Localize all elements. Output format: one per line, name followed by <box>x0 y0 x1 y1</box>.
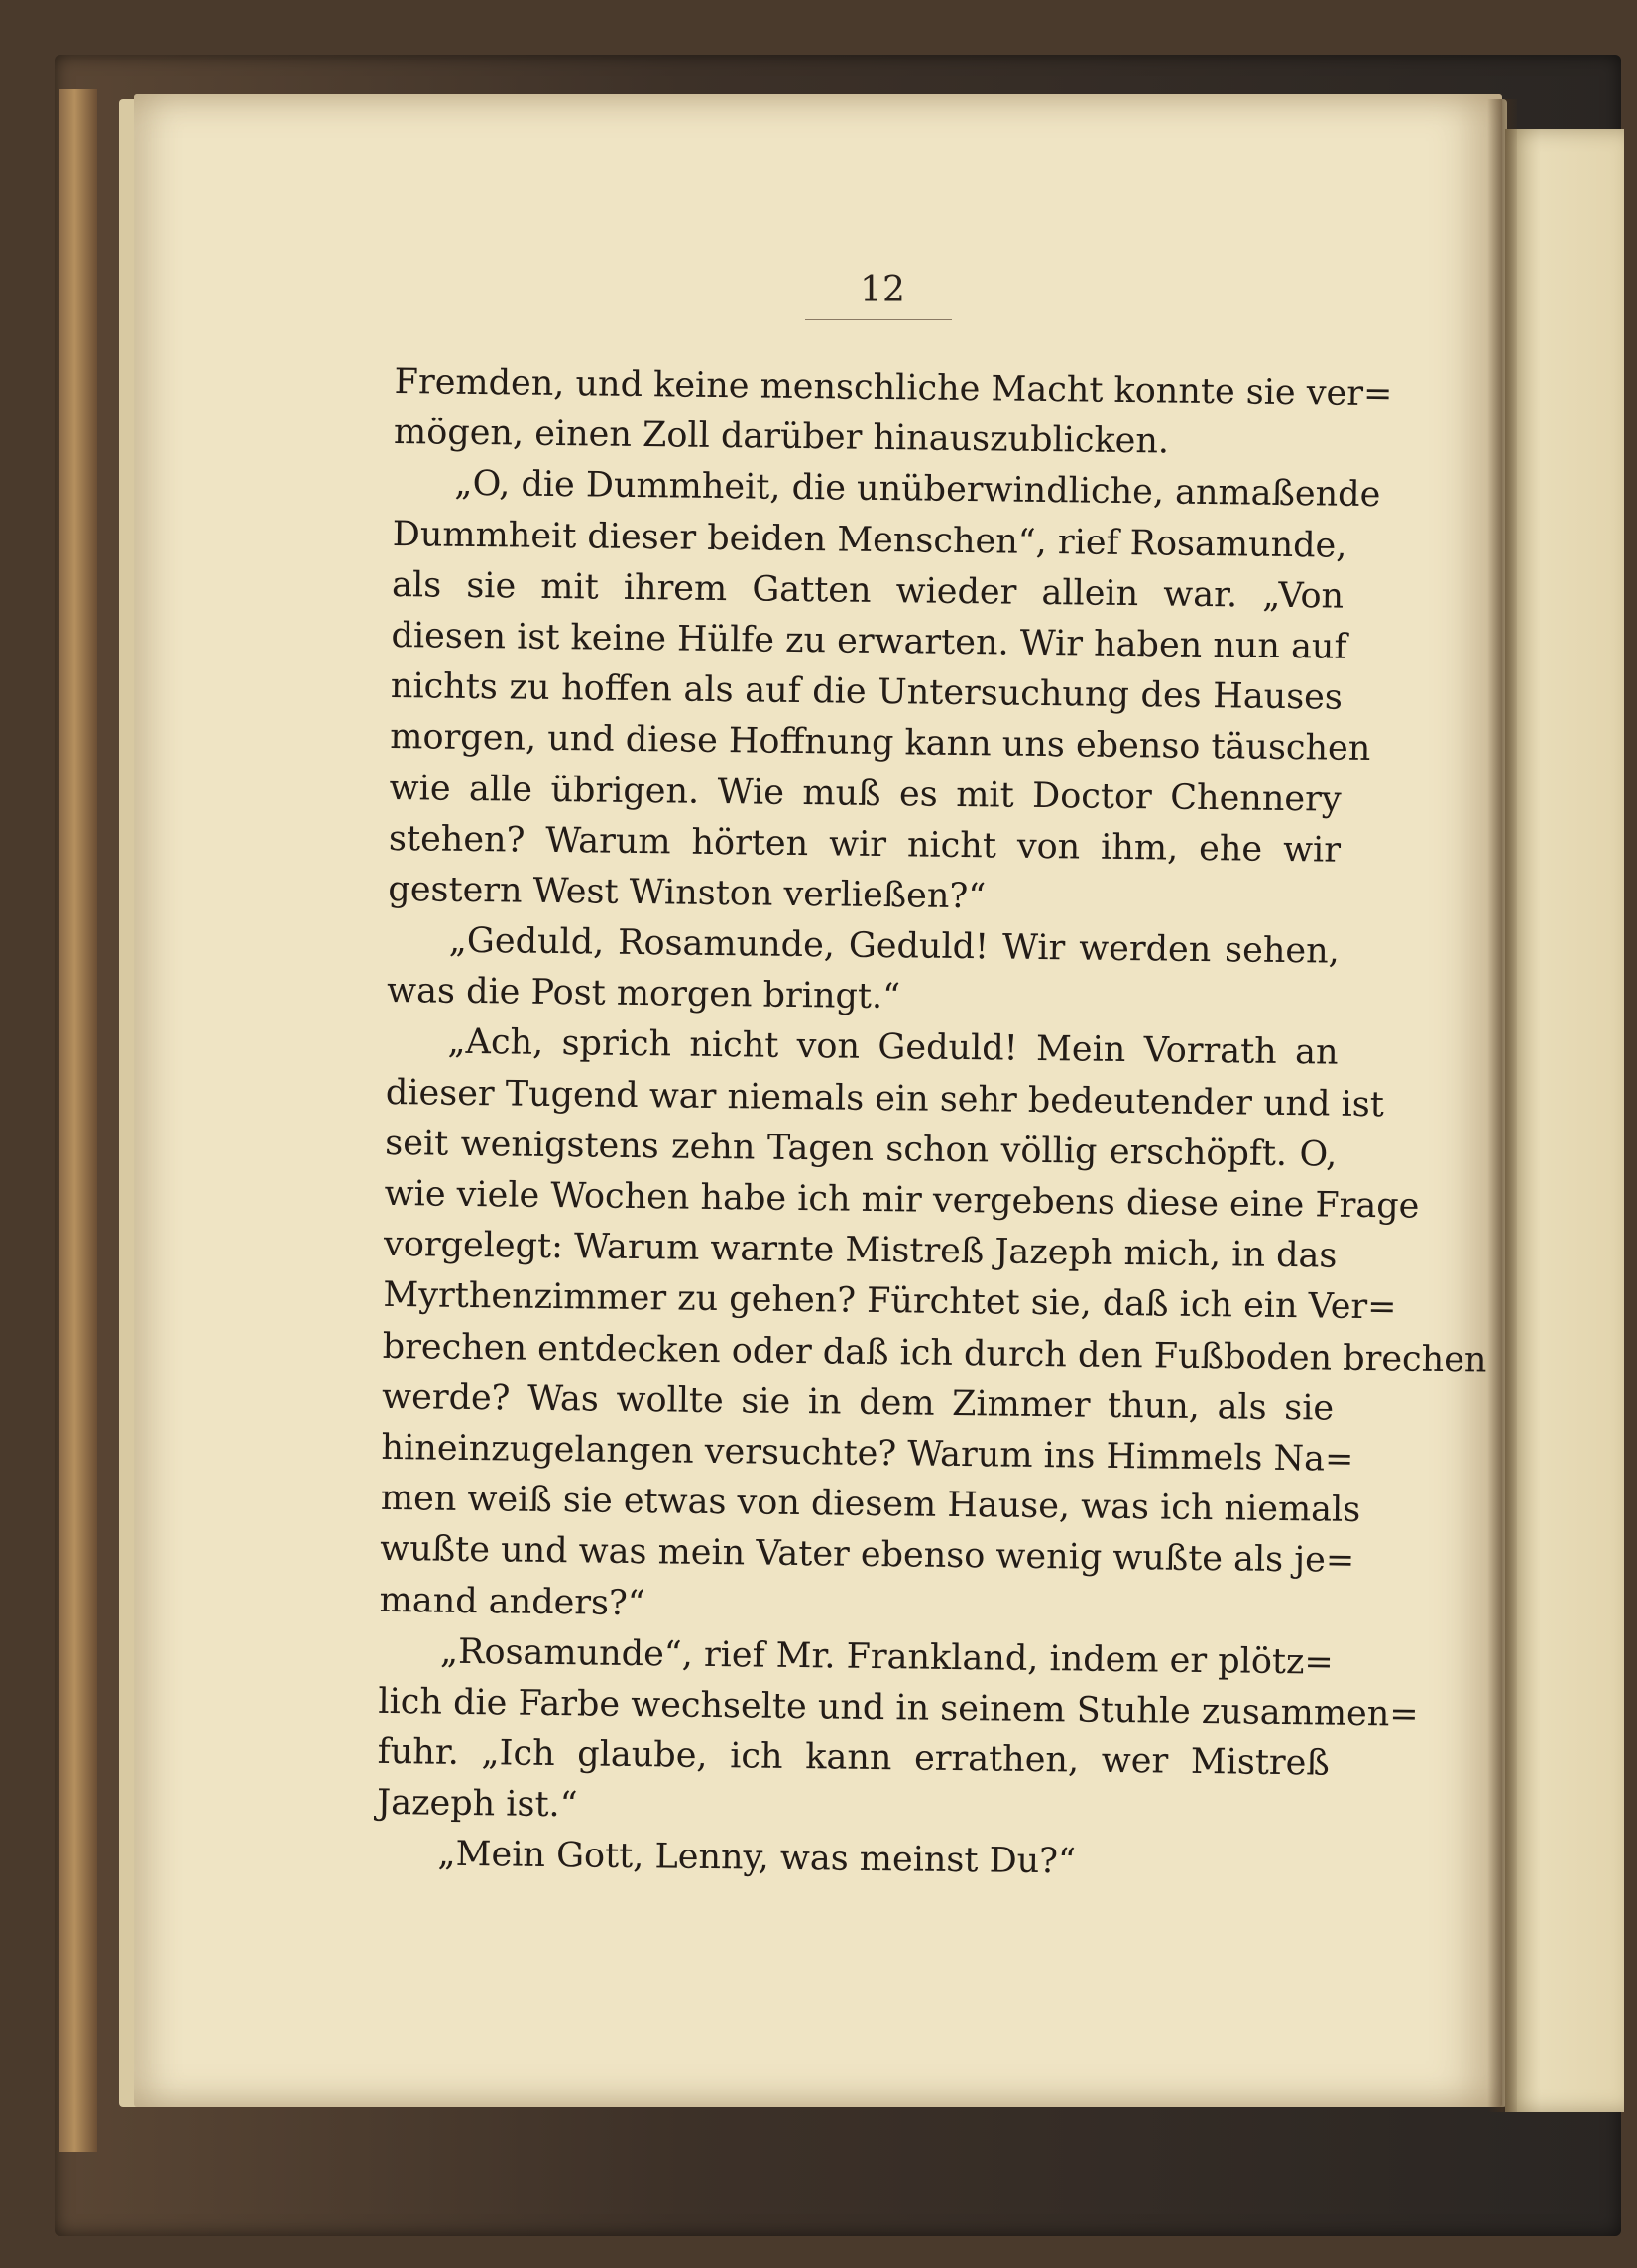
page-number: 12 <box>860 270 905 310</box>
text-line: lich die Farbe wechselte und in seinem Stuhle zusammen= <box>378 1681 1419 1734</box>
text-line: wie viele Wochen habe ich mir vergebens diese eine Frage <box>384 1173 1420 1227</box>
text-line: vorgelegt: Warum warnte Mistreß Jazeph mich, in das <box>383 1225 1338 1276</box>
text-line: morgen, und diese Hoffnung kann uns ebenso täuschen <box>390 717 1371 770</box>
text-line: hineinzugelangen versuchte? Warum ins Himmels Na= <box>381 1427 1354 1480</box>
text-line: Jazeph ist.“ <box>376 1783 578 1826</box>
text-line: Myrthenzimmer zu gehen? Fürchtet sie, daß ich ein Ver= <box>383 1275 1397 1328</box>
text-line: nichts zu hoffen als auf die Untersuchung des Hauses <box>390 666 1344 718</box>
text-line: dieser Tugend war niemals ein sehr bedeutender und ist <box>385 1072 1385 1125</box>
text-line: wie alle übrigen. Wie muß es mit Doctor Chennery <box>389 768 1342 820</box>
text-line: werde? Was wollte sie in dem Zimmer thun, als sie <box>381 1376 1335 1429</box>
text-line: was die Post morgen bringt.“ <box>386 971 901 1017</box>
text-line: men weiß sie etwas von diesem Hause, was ich niemals <box>380 1479 1361 1531</box>
text-line: mand anders?“ <box>379 1580 645 1623</box>
text-line: fuhr. „Ich glaube, ich kann errathen, wer Mistreß <box>377 1731 1330 1784</box>
text-line: „Ach, sprich nicht von Geduld! Mein Vorrath an <box>447 1022 1339 1074</box>
page-text-body <box>376 357 1487 1891</box>
text-line: als sie mit ihrem Gatten wieder allein war. „Von <box>391 564 1345 617</box>
text-line: „Geduld, Rosamunde, Geduld! Wir werden sehen, <box>448 920 1340 972</box>
book-spine-edge <box>59 89 97 2152</box>
text-line: wußte und was mein Vater ebenso wenig wußte als je= <box>380 1529 1355 1582</box>
text-line: Fremden, und keine menschliche Macht konnte sie ver= <box>394 361 1393 415</box>
text-line: stehen? Warum hörten wir nicht von ihm, ehe wir <box>388 818 1342 871</box>
text-line: seit wenigstens zehn Tagen schon völlig erschöpft. O, <box>385 1123 1338 1175</box>
book-gutter <box>1487 99 1517 2112</box>
text-line: Dummheit dieser beiden Menschen“, rief Rosamunde, <box>392 514 1347 566</box>
text-line: gestern West Winston verließen?“ <box>388 869 987 917</box>
right-page-edge <box>1505 129 1624 2112</box>
text-line: „O, die Dummheit, die unüberwindliche, anmaßende <box>454 464 1381 516</box>
text-line: „Rosamunde“, rief Mr. Frankland, indem er plötz= <box>439 1631 1334 1683</box>
text-line: mögen, einen Zoll darüber hinauszublicken. <box>393 413 1170 462</box>
text-line: diesen ist keine Hülfe zu erwarten. Wir haben nun auf <box>391 615 1347 667</box>
text-line: brechen entdecken oder daß ich durch den Fußboden brechen <box>382 1326 1487 1380</box>
text-line: „Mein Gott, Lenny, was meinst Du?“ <box>437 1835 1077 1882</box>
page-number-rule <box>805 319 952 320</box>
